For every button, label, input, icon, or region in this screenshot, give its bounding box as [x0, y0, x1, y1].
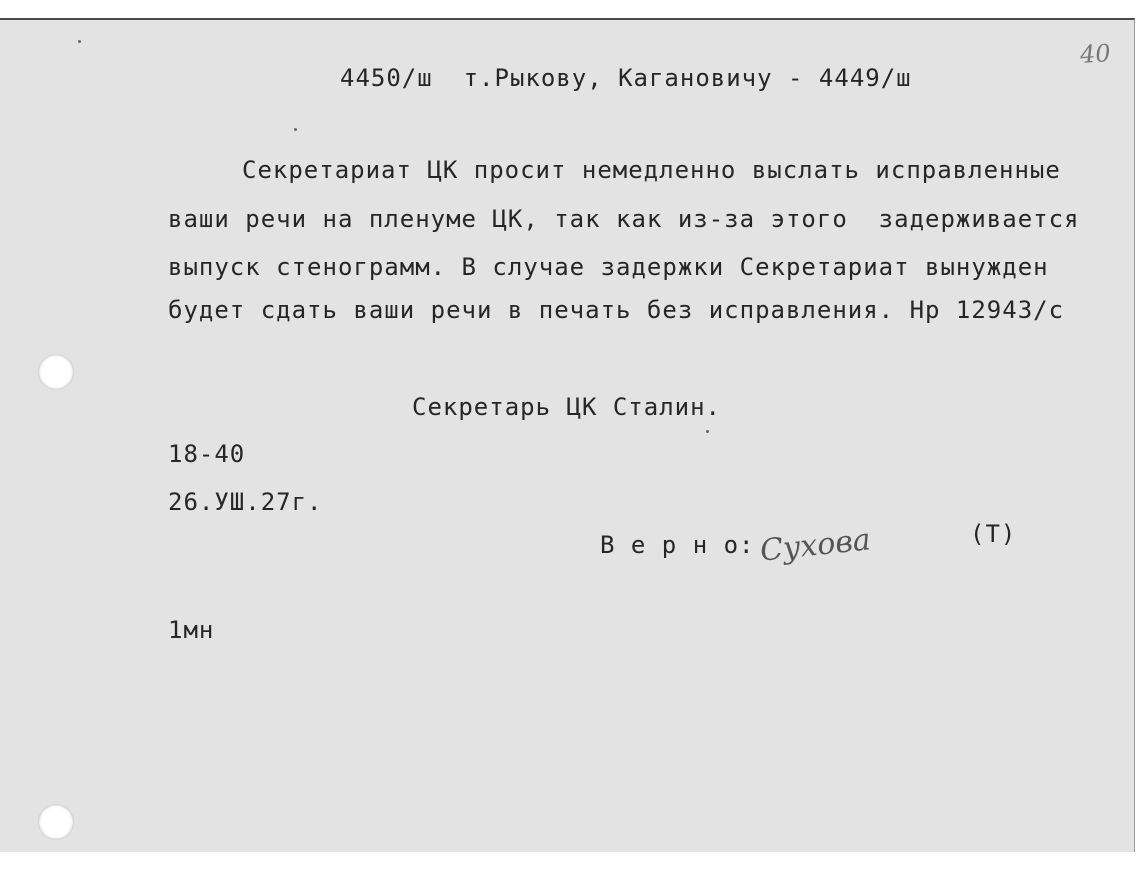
verifier-signature: Сухова: [758, 522, 873, 569]
time: 18-40: [168, 440, 246, 468]
speck: [78, 40, 81, 43]
header-line: 4450/ш т.Рыкову, Кагановичу - 4449/ш: [340, 64, 912, 92]
verified-label: В е р н о:: [600, 531, 755, 559]
punch-hole: [38, 804, 74, 840]
signature-line: Секретарь ЦК Сталин.: [412, 393, 721, 421]
body-line: Секретариат ЦК просит немедленно выслать исправленные: [242, 156, 1061, 184]
body-line: будет сдать ваши речи в печать без исправления. Нр 12943/с: [168, 296, 1065, 324]
punch-hole: [38, 354, 74, 390]
date: 26.УШ.27г.: [168, 488, 323, 516]
speck: [294, 128, 297, 131]
speck: [706, 430, 709, 433]
body-line: выпуск стенограмм. В случае задержки Секретариат вынужден: [168, 253, 1049, 281]
copies-note: 1мн: [168, 616, 215, 644]
marker: (Т): [970, 520, 1017, 548]
folio-number: 40: [1079, 38, 1112, 70]
document-page: [0, 18, 1135, 852]
body-line: ваши речи на пленуме ЦК, так как из-за этого задерживается: [168, 205, 1080, 233]
